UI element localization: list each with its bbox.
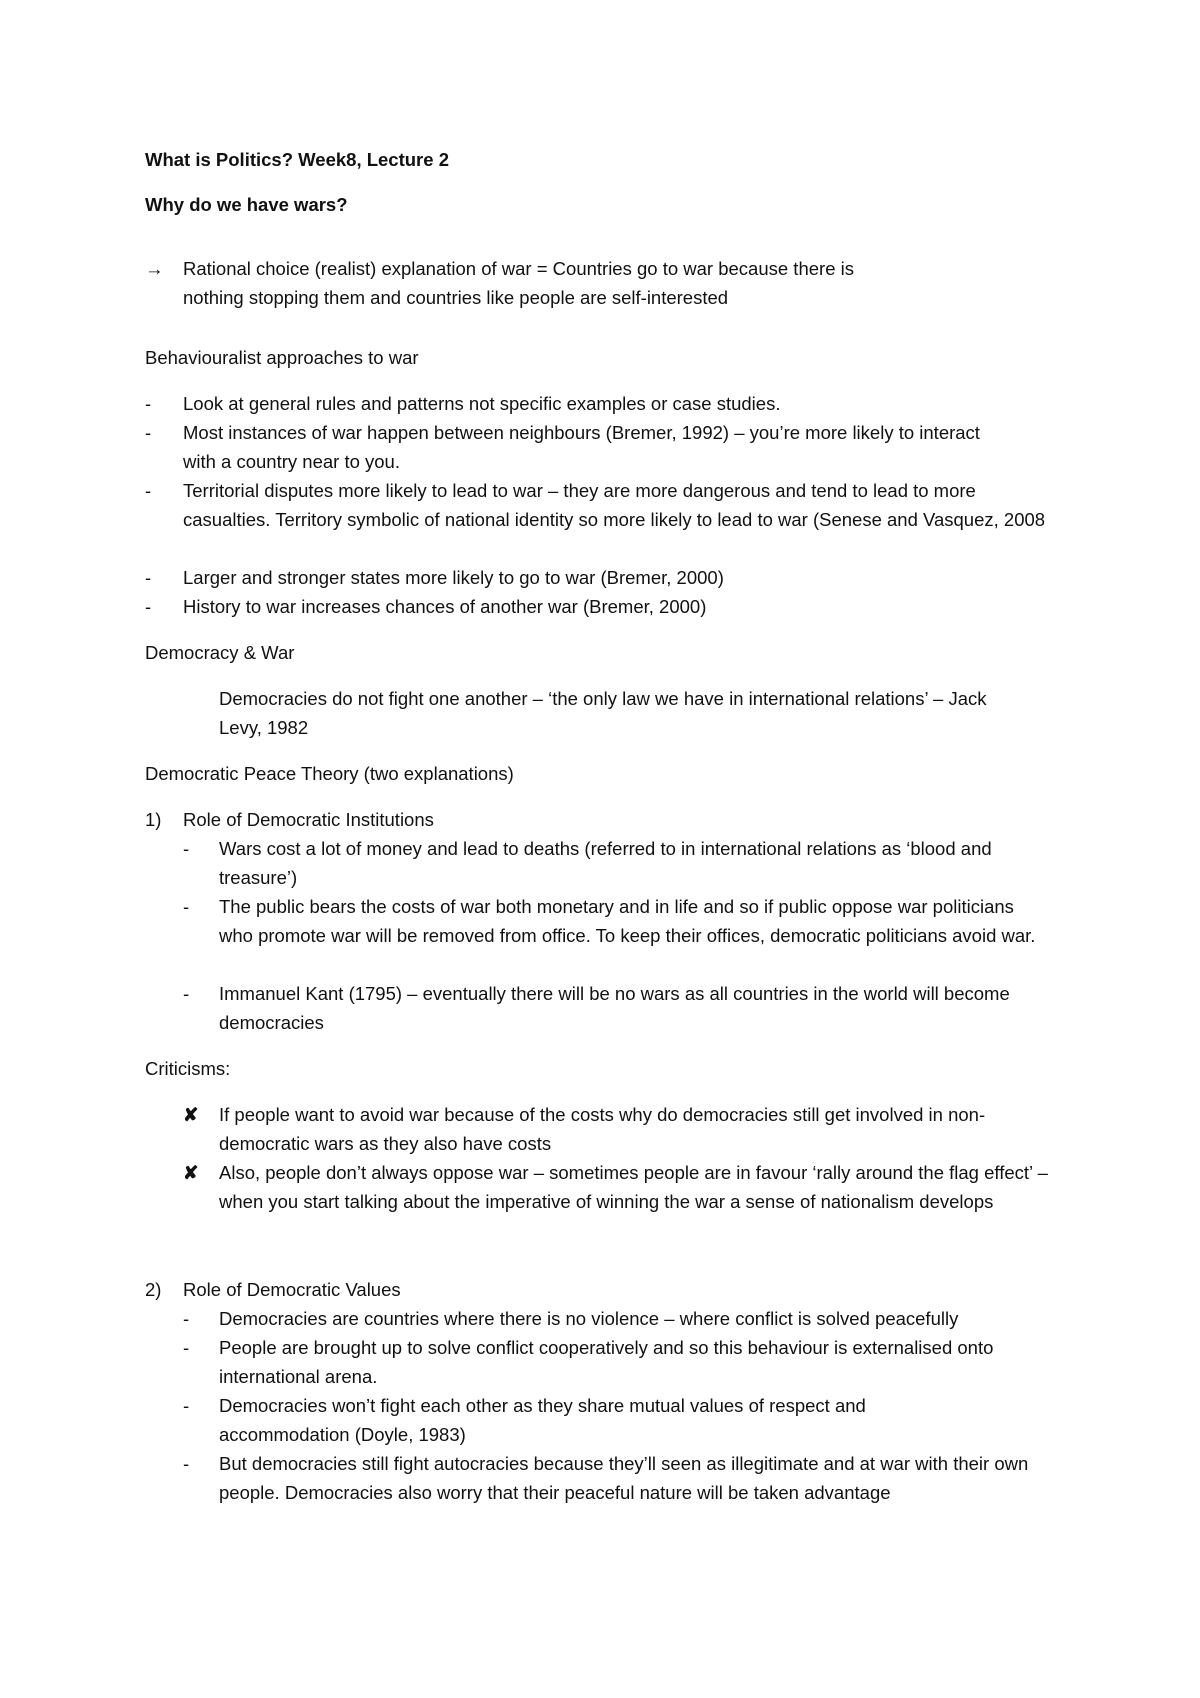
dash-bullet: - (183, 1337, 190, 1358)
dash-bullet: - (183, 1308, 190, 1329)
list-item-text: Immanuel Kant (1795) – eventually there will be no wars as all countries in the world will become democracies (219, 983, 1010, 1033)
list-item-text: The public bears the costs of war both monetary and in life and so if public oppose war politicians who promote war will be removed from office. To keep their offices, democratic politicians avoid war. (219, 896, 1036, 946)
list-item-text: Most instances of war happen between neighbours (Bremer, 1992) – you’re more likely to interact with a country near to you. (183, 422, 980, 472)
criticism-text: Also, people don’t always oppose war – sometimes people are in favour ‘rally around the flag effect’ – when you start talking about the imperative of winning the war a sense of nationalism develops (219, 1162, 1048, 1212)
dash-bullet: - (183, 983, 190, 1004)
cross-icon: ✘ (183, 1104, 199, 1125)
democracy-heading: Democracy & War (145, 642, 295, 663)
values-heading: Role of Democratic Values (183, 1279, 401, 1300)
list-item-text: But democracies still fight autocracies because they’ll seen as illegitimate and at war with their own people. Democracies also worry that their peaceful nature will be taken advantage (219, 1453, 1029, 1503)
dash-bullet: - (183, 896, 190, 917)
list-item-text: Look at general rules and patterns not specific examples or case studies. (183, 393, 781, 414)
list-item-text: People are brought up to solve conflict cooperatively and so this behaviour is externalised onto international arena. (219, 1337, 994, 1387)
criticism-text: If people want to avoid war because of the costs why do democracies still get involved in non-democratic wars as they also have costs (219, 1104, 986, 1154)
behaviouralist-heading: Behaviouralist approaches to war (145, 347, 419, 368)
dash-bullet: - (145, 596, 152, 617)
levy-quote: Democracies do not fight one another – ‘the only law we have in international relations’ – Jack Levy, 1982 (219, 688, 987, 738)
number-label: 2) (145, 1279, 162, 1300)
dash-bullet: - (145, 422, 152, 443)
dash-bullet: - (145, 393, 152, 414)
list-item-text: Larger and stronger states more likely to go to war (Bremer, 2000) (183, 567, 724, 588)
list-item-text: Territorial disputes more likely to lead to war – they are more dangerous and tend to lead to more casualties. Territory symbolic of national identity so more likely to lead to war (Senese and Vasquez, 2008 (183, 480, 1046, 530)
document-subtitle: Why do we have wars? (145, 194, 348, 215)
dash-bullet: - (183, 1395, 190, 1416)
list-item-text: Wars cost a lot of money and lead to deaths (referred to in international relations as ‘blood and treasure’) (219, 838, 992, 888)
dash-bullet: - (145, 480, 152, 501)
dash-bullet: - (183, 1453, 190, 1474)
list-item-text: Democracies won’t fight each other as they share mutual values of respect and accommodation (Doyle, 1983) (219, 1395, 866, 1445)
criticisms-heading: Criticisms: (145, 1058, 231, 1079)
institutions-heading: Role of Democratic Institutions (183, 809, 434, 830)
number-label: 1) (145, 809, 162, 830)
intro-text: Rational choice (realist) explanation of war = Countries go to war because there is nothing stopping them and countries like people are self-interested (183, 258, 854, 308)
arrow-icon: → (145, 258, 164, 279)
list-item-text: History to war increases chances of another war (Bremer, 2000) (183, 596, 707, 617)
cross-icon: ✘ (183, 1162, 199, 1183)
document-title: What is Politics? Week8, Lecture 2 (145, 149, 449, 170)
list-item-text: Democracies are countries where there is no violence – where conflict is solved peacefully (219, 1308, 959, 1329)
dpt-heading: Democratic Peace Theory (two explanations) (145, 763, 514, 784)
dash-bullet: - (145, 567, 152, 588)
dash-bullet: - (183, 838, 190, 859)
